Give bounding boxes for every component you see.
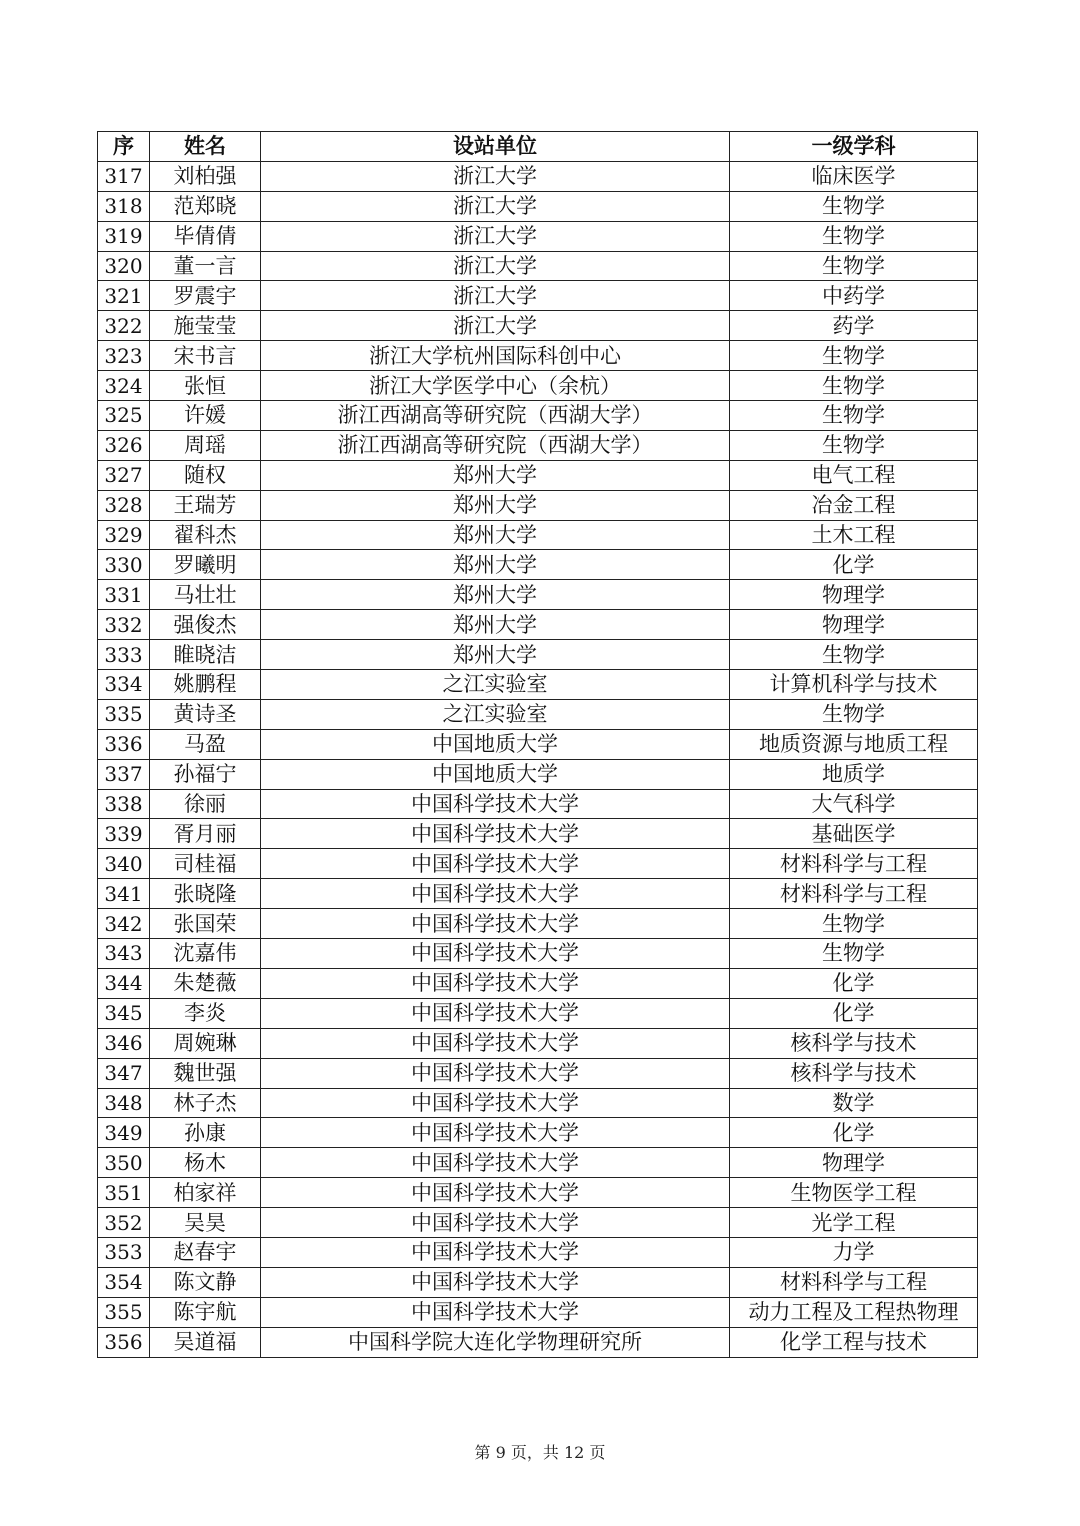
cell-name: 张国荣 (150, 909, 261, 939)
table-row (98, 1208, 978, 1238)
table-row (98, 580, 978, 610)
cell-seq: 325 (98, 401, 150, 431)
cell-name: 李炎 (150, 998, 261, 1028)
cell-subject: 生物学 (730, 251, 978, 281)
cell-name: 陈宇航 (150, 1297, 261, 1327)
cell-name: 马壮壮 (150, 580, 261, 610)
cell-unit: 郑州大学 (261, 520, 730, 550)
roster-table (97, 131, 978, 1358)
cell-name: 翟科杰 (150, 520, 261, 550)
cell-subject: 生物学 (730, 640, 978, 670)
cell-seq: 342 (98, 909, 150, 939)
cell-unit: 中国科学技术大学 (261, 1058, 730, 1088)
cell-subject: 化学 (730, 968, 978, 998)
table-row (98, 879, 978, 909)
cell-seq: 333 (98, 640, 150, 670)
cell-seq: 344 (98, 968, 150, 998)
cell-name: 刘柏强 (150, 161, 261, 191)
cell-unit: 浙江大学 (261, 221, 730, 251)
cell-subject: 化学 (730, 998, 978, 1028)
cell-unit: 之江实验室 (261, 670, 730, 700)
cell-subject: 生物学 (730, 191, 978, 221)
cell-name: 林子杰 (150, 1088, 261, 1118)
table-row (98, 1237, 978, 1267)
cell-name: 张恒 (150, 371, 261, 401)
cell-subject: 电气工程 (730, 460, 978, 490)
cell-subject: 生物学 (730, 221, 978, 251)
cell-subject: 数学 (730, 1088, 978, 1118)
cell-subject: 光学工程 (730, 1208, 978, 1238)
cell-subject: 中药学 (730, 281, 978, 311)
header-subject: 一级学科 (730, 132, 978, 162)
cell-name: 姚鹏程 (150, 670, 261, 700)
cell-name: 朱楚薇 (150, 968, 261, 998)
cell-unit: 中国科学技术大学 (261, 1297, 730, 1327)
table-row (98, 610, 978, 640)
cell-subject: 材料科学与工程 (730, 1267, 978, 1297)
table-row (98, 849, 978, 879)
cell-seq: 327 (98, 460, 150, 490)
cell-name: 胥月丽 (150, 819, 261, 849)
cell-unit: 郑州大学 (261, 550, 730, 580)
cell-unit: 中国科学技术大学 (261, 879, 730, 909)
table-row (98, 430, 978, 460)
table-row (98, 819, 978, 849)
cell-unit: 浙江西湖高等研究院（西湖大学） (261, 401, 730, 431)
cell-name: 毕倩倩 (150, 221, 261, 251)
cell-name: 赵春宇 (150, 1237, 261, 1267)
cell-subject: 生物学 (730, 909, 978, 939)
table-row (98, 968, 978, 998)
cell-subject: 材料科学与工程 (730, 879, 978, 909)
table-row (98, 311, 978, 341)
cell-subject: 生物学 (730, 939, 978, 969)
cell-unit: 浙江大学 (261, 191, 730, 221)
cell-seq: 351 (98, 1178, 150, 1208)
cell-seq: 349 (98, 1118, 150, 1148)
cell-seq: 321 (98, 281, 150, 311)
cell-unit: 中国科学技术大学 (261, 968, 730, 998)
cell-unit: 中国科学技术大学 (261, 1088, 730, 1118)
cell-subject: 物理学 (730, 1148, 978, 1178)
cell-name: 范郑晓 (150, 191, 261, 221)
cell-seq: 326 (98, 430, 150, 460)
cell-seq: 334 (98, 670, 150, 700)
table-row (98, 460, 978, 490)
table-row (98, 1178, 978, 1208)
table-row (98, 550, 978, 580)
cell-subject: 生物学 (730, 341, 978, 371)
table-row (98, 281, 978, 311)
header-unit: 设站单位 (261, 132, 730, 162)
cell-name: 宋书言 (150, 341, 261, 371)
cell-name: 魏世强 (150, 1058, 261, 1088)
cell-subject: 大气科学 (730, 789, 978, 819)
table-row (98, 939, 978, 969)
cell-name: 柏家祥 (150, 1178, 261, 1208)
cell-seq: 328 (98, 490, 150, 520)
table-row (98, 1267, 978, 1297)
cell-subject: 药学 (730, 311, 978, 341)
cell-subject: 基础医学 (730, 819, 978, 849)
cell-unit: 浙江大学 (261, 251, 730, 281)
cell-unit: 郑州大学 (261, 580, 730, 610)
cell-seq: 322 (98, 311, 150, 341)
cell-subject: 动力工程及工程热物理 (730, 1297, 978, 1327)
cell-unit: 中国科学技术大学 (261, 1178, 730, 1208)
cell-subject: 生物学 (730, 430, 978, 460)
cell-subject: 核科学与技术 (730, 1028, 978, 1058)
cell-seq: 350 (98, 1148, 150, 1178)
cell-name: 董一言 (150, 251, 261, 281)
cell-subject: 地质学 (730, 759, 978, 789)
cell-seq: 341 (98, 879, 150, 909)
cell-unit: 浙江大学 (261, 161, 730, 191)
table-row (98, 221, 978, 251)
table-row (98, 490, 978, 520)
cell-subject: 土木工程 (730, 520, 978, 550)
cell-name: 司桂福 (150, 849, 261, 879)
cell-unit: 浙江大学 (261, 281, 730, 311)
cell-subject: 物理学 (730, 610, 978, 640)
table-row (98, 1148, 978, 1178)
table-body (98, 161, 978, 1357)
cell-seq: 356 (98, 1327, 150, 1357)
table-row (98, 670, 978, 700)
cell-name: 周婉琳 (150, 1028, 261, 1058)
table-row (98, 640, 978, 670)
table-row (98, 191, 978, 221)
cell-seq: 336 (98, 729, 150, 759)
header-seq: 序 (98, 132, 150, 162)
cell-subject: 临床医学 (730, 161, 978, 191)
cell-unit: 中国科学技术大学 (261, 1148, 730, 1178)
cell-name: 孙康 (150, 1118, 261, 1148)
cell-subject: 核科学与技术 (730, 1058, 978, 1088)
cell-name: 吴昊 (150, 1208, 261, 1238)
cell-seq: 347 (98, 1058, 150, 1088)
cell-subject: 物理学 (730, 580, 978, 610)
cell-seq: 340 (98, 849, 150, 879)
table-row (98, 1118, 978, 1148)
page-number-footer: 第 9 页，共 12 页 (474, 1443, 606, 1462)
table-row (98, 161, 978, 191)
cell-name: 睢晓洁 (150, 640, 261, 670)
cell-subject: 生物学 (730, 699, 978, 729)
cell-unit: 中国地质大学 (261, 729, 730, 759)
cell-unit: 中国科学技术大学 (261, 1028, 730, 1058)
table-row (98, 1028, 978, 1058)
cell-unit: 浙江西湖高等研究院（西湖大学） (261, 430, 730, 460)
cell-seq: 323 (98, 341, 150, 371)
cell-seq: 354 (98, 1267, 150, 1297)
cell-name: 王瑞芳 (150, 490, 261, 520)
cell-seq: 324 (98, 371, 150, 401)
cell-seq: 320 (98, 251, 150, 281)
table-row (98, 251, 978, 281)
cell-name: 徐丽 (150, 789, 261, 819)
table-row (98, 909, 978, 939)
cell-subject: 力学 (730, 1237, 978, 1267)
cell-unit: 中国地质大学 (261, 759, 730, 789)
cell-unit: 中国科学技术大学 (261, 819, 730, 849)
cell-name: 黄诗圣 (150, 699, 261, 729)
cell-subject: 冶金工程 (730, 490, 978, 520)
table-row (98, 699, 978, 729)
cell-name: 吴道福 (150, 1327, 261, 1357)
cell-subject: 材料科学与工程 (730, 849, 978, 879)
cell-seq: 337 (98, 759, 150, 789)
cell-name: 强俊杰 (150, 610, 261, 640)
cell-subject: 化学 (730, 550, 978, 580)
table-row (98, 1297, 978, 1327)
cell-unit: 中国科学技术大学 (261, 1208, 730, 1238)
cell-seq: 319 (98, 221, 150, 251)
cell-subject: 计算机科学与技术 (730, 670, 978, 700)
header-name: 姓名 (150, 132, 261, 162)
table-row (98, 341, 978, 371)
cell-seq: 355 (98, 1297, 150, 1327)
cell-seq: 331 (98, 580, 150, 610)
cell-unit: 郑州大学 (261, 610, 730, 640)
cell-subject: 生物学 (730, 371, 978, 401)
cell-unit: 之江实验室 (261, 699, 730, 729)
cell-unit: 中国科学技术大学 (261, 789, 730, 819)
cell-seq: 345 (98, 998, 150, 1028)
cell-unit: 中国科学技术大学 (261, 849, 730, 879)
cell-name: 施莹莹 (150, 311, 261, 341)
cell-unit: 浙江大学杭州国际科创中心 (261, 341, 730, 371)
cell-name: 陈文静 (150, 1267, 261, 1297)
cell-unit: 中国科学技术大学 (261, 998, 730, 1028)
cell-name: 许媛 (150, 401, 261, 431)
cell-unit: 中国科学技术大学 (261, 1237, 730, 1267)
table-row (98, 759, 978, 789)
cell-seq: 330 (98, 550, 150, 580)
cell-name: 罗震宇 (150, 281, 261, 311)
table-row (98, 1088, 978, 1118)
cell-unit: 中国科学技术大学 (261, 1267, 730, 1297)
cell-seq: 338 (98, 789, 150, 819)
cell-subject: 化学工程与技术 (730, 1327, 978, 1357)
cell-seq: 346 (98, 1028, 150, 1058)
cell-seq: 332 (98, 610, 150, 640)
cell-unit: 浙江大学 (261, 311, 730, 341)
cell-unit: 中国科学院大连化学物理研究所 (261, 1327, 730, 1357)
table-row (98, 789, 978, 819)
table-row (98, 401, 978, 431)
cell-seq: 339 (98, 819, 150, 849)
cell-unit: 郑州大学 (261, 460, 730, 490)
cell-seq: 318 (98, 191, 150, 221)
cell-subject: 生物医学工程 (730, 1178, 978, 1208)
cell-seq: 329 (98, 520, 150, 550)
cell-unit: 浙江大学医学中心（余杭） (261, 371, 730, 401)
table-row (98, 520, 978, 550)
cell-unit: 中国科学技术大学 (261, 1118, 730, 1148)
cell-subject: 化学 (730, 1118, 978, 1148)
table-row (98, 729, 978, 759)
cell-seq: 348 (98, 1088, 150, 1118)
cell-name: 沈嘉伟 (150, 939, 261, 969)
cell-seq: 353 (98, 1237, 150, 1267)
cell-name: 周瑶 (150, 430, 261, 460)
table-row (98, 371, 978, 401)
cell-name: 马盈 (150, 729, 261, 759)
cell-subject: 生物学 (730, 401, 978, 431)
cell-seq: 317 (98, 161, 150, 191)
table-row (98, 1327, 978, 1357)
cell-subject: 地质资源与地质工程 (730, 729, 978, 759)
table-row (98, 998, 978, 1028)
cell-seq: 343 (98, 939, 150, 969)
cell-name: 杨木 (150, 1148, 261, 1178)
cell-name: 孙福宁 (150, 759, 261, 789)
cell-unit: 郑州大学 (261, 640, 730, 670)
cell-unit: 中国科学技术大学 (261, 939, 730, 969)
cell-name: 张晓隆 (150, 879, 261, 909)
cell-seq: 335 (98, 699, 150, 729)
cell-unit: 中国科学技术大学 (261, 909, 730, 939)
cell-name: 随权 (150, 460, 261, 490)
table-row (98, 1058, 978, 1088)
cell-unit: 郑州大学 (261, 490, 730, 520)
table-header-row (98, 132, 978, 162)
cell-seq: 352 (98, 1208, 150, 1238)
cell-name: 罗曦明 (150, 550, 261, 580)
